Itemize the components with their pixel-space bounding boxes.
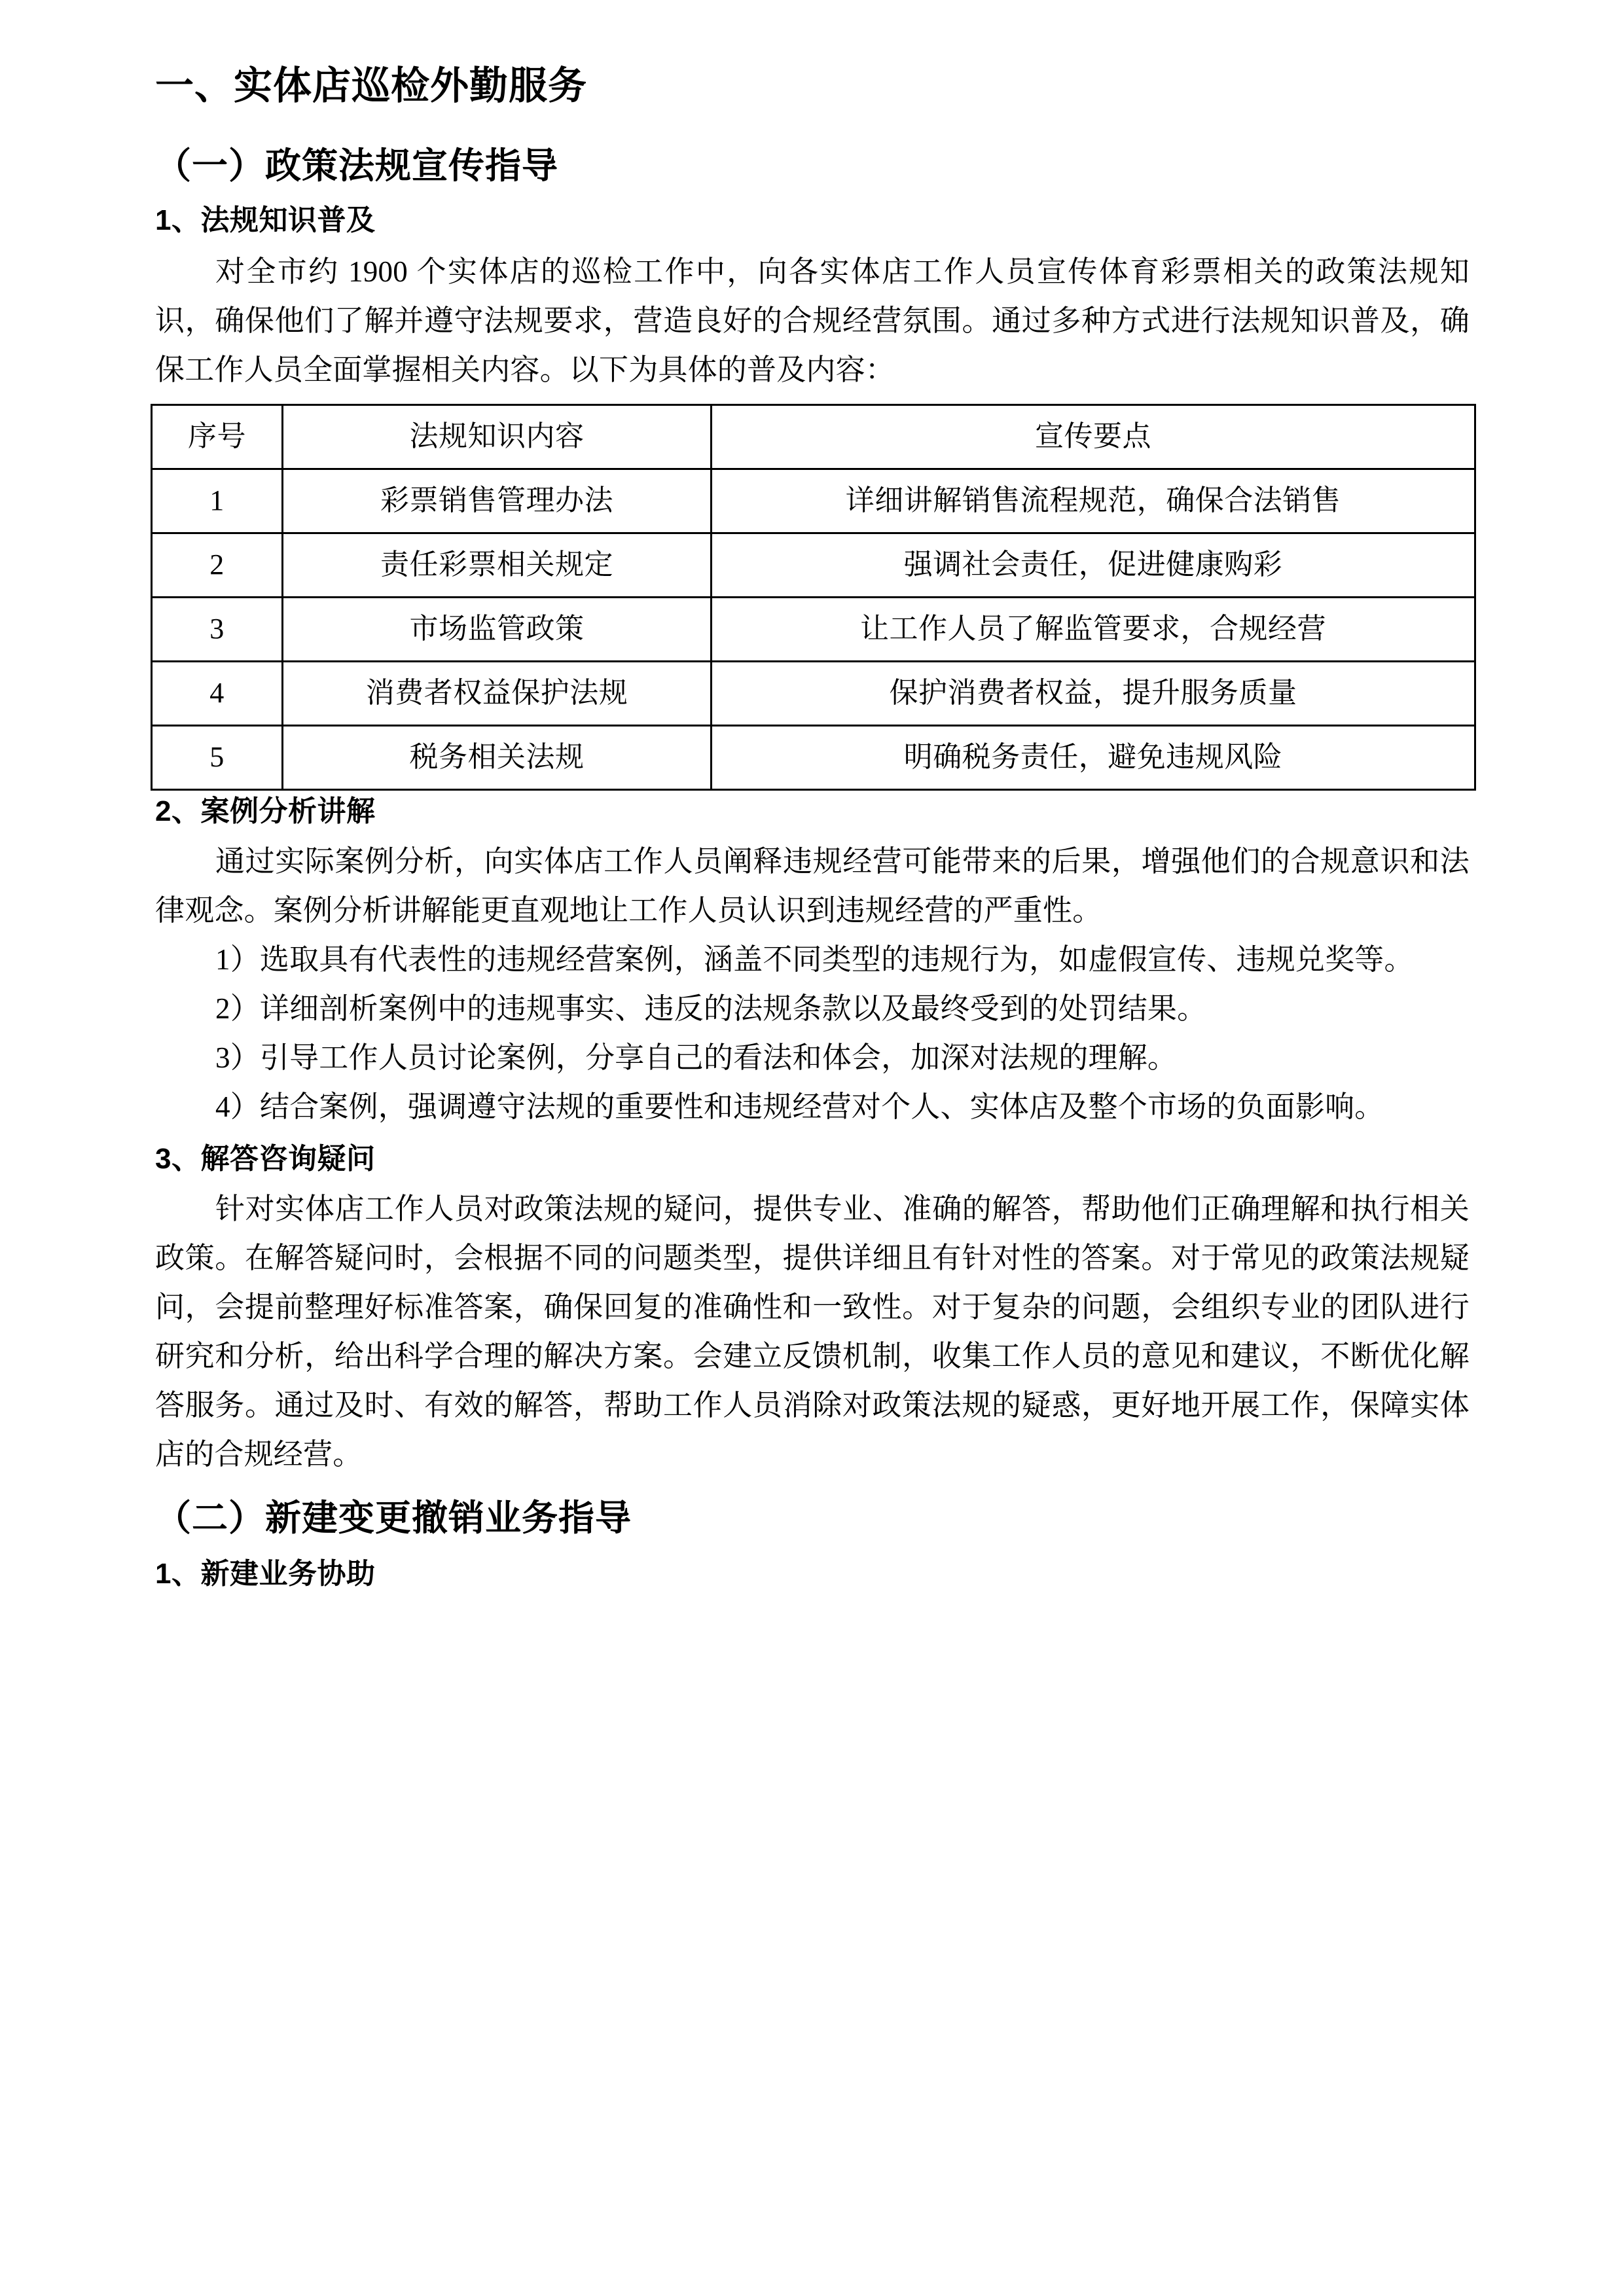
spacer-after-subsection-one bbox=[155, 188, 1470, 202]
cell-content: 责任彩票相关规定 bbox=[283, 533, 712, 598]
item-paragraph-2: 通过实际案例分析，向实体店工作人员阐释违规经营可能带来的后果，增强他们的合规意识和法律观念。案例分析讲解能更直观地让工作人员认识到违规经营的严重性。 bbox=[155, 845, 1470, 927]
table-row bbox=[152, 726, 1475, 790]
cell-points: 让工作人员了解监管要求，合规经营 bbox=[712, 598, 1475, 662]
list-item: 4）结合案例，强调遵守法规的重要性和违规经营对个人、实体店及整个市场的负面影响。 bbox=[215, 1090, 1384, 1124]
cell-points: 明确税务责任，避免违规风险 bbox=[712, 726, 1475, 790]
page-content bbox=[155, 0, 1470, 1592]
cell-index: 3 bbox=[152, 598, 283, 662]
table-row bbox=[152, 469, 1475, 533]
item-heading-1: 1、法规知识普及 bbox=[155, 204, 376, 237]
cell-index: 4 bbox=[152, 662, 283, 726]
cell-points: 详细讲解销售流程规范，确保合法销售 bbox=[712, 469, 1475, 533]
item-heading-2: 2、案例分析讲解 bbox=[155, 795, 376, 828]
item-paragraph-1: 对全市约 1900 个实体店的巡检工作中，向各实体店工作人员宣传体育彩票相关的政策法规知识，确保他们了解并遵守法规要求，营造良好的合规经营氛围。通过多种方式进行法规知识普及，确保工作人员全面掌握相关内容。以下为具体的普及内容： bbox=[155, 255, 1470, 387]
table-header-index: 序号 bbox=[152, 405, 283, 469]
list-item: 3）引导工作人员讨论案例，分享自己的看法和体会，加深对法规的理解。 bbox=[215, 1041, 1178, 1075]
legal-knowledge-table-wrap bbox=[151, 404, 1470, 791]
spacer-before-heading-3 bbox=[155, 1132, 1470, 1141]
table-row bbox=[152, 662, 1475, 726]
cell-content: 彩票销售管理办法 bbox=[283, 469, 712, 533]
table-row bbox=[152, 533, 1475, 598]
table-header-points: 宣传要点 bbox=[712, 405, 1475, 469]
subsection-heading-one: （一）政策法规宣传指导 bbox=[155, 145, 559, 186]
cell-points: 强调社会责任，促进健康购彩 bbox=[712, 533, 1475, 598]
list-item: 2）详细剖析案例中的违规事实、违反的法规条款以及最终受到的处罚结果。 bbox=[215, 992, 1207, 1026]
top-spacer bbox=[155, 0, 1470, 63]
subsection-heading-two: （二）新建变更撤销业务指导 bbox=[155, 1498, 632, 1539]
table-header-row bbox=[152, 405, 1475, 469]
cell-index: 5 bbox=[152, 726, 283, 790]
table-row bbox=[152, 598, 1475, 662]
spacer-after-subsection-two bbox=[155, 1540, 1470, 1556]
spacer-before-para-1 bbox=[155, 238, 1470, 247]
spacer-before-para-2 bbox=[155, 829, 1470, 837]
spacer-before-subsection-two bbox=[155, 1479, 1470, 1496]
table-header-content: 法规知识内容 bbox=[283, 405, 712, 469]
cell-points: 保护消费者权益，提升服务质量 bbox=[712, 662, 1475, 726]
cell-content: 市场监管政策 bbox=[283, 598, 712, 662]
cell-index: 2 bbox=[152, 533, 283, 598]
item-heading-4: 1、新建业务协助 bbox=[155, 1558, 376, 1590]
legal-knowledge-table bbox=[151, 404, 1476, 791]
spacer-before-para-3 bbox=[155, 1177, 1470, 1185]
page-title: 一、实体店巡检外勤服务 bbox=[155, 64, 588, 107]
item-paragraph-3: 针对实体店工作人员对政策法规的疑问，提供专业、准确的解答，帮助他们正确理解和执行相关政策。在解答疑问时，会根据不同的问题类型，提供详细且有针对性的答案。对于常见的政策法规疑问，会提前整理好标准答案，确保回复的准确性和一致性。对于复杂的问题，会组织专业的团队进行研究和分析，给出科学合理的解决方案。会建立反馈机制，收集工作人员的意见和建议，不断优化解答服务。通过及时、有效的解答，帮助工作人员消除对政策法规的疑惑，更好地开展工作，保障实体店的合规经营。 bbox=[155, 1193, 1470, 1471]
item-heading-3: 3、解答咨询疑问 bbox=[155, 1143, 376, 1175]
spacer-after-title bbox=[155, 110, 1470, 144]
list-item: 1）选取具有代表性的违规经营案例，涵盖不同类型的违规行为，如虚假宣传、违规兑奖等。 bbox=[215, 943, 1414, 977]
cell-content: 税务相关法规 bbox=[283, 726, 712, 790]
cell-content: 消费者权益保护法规 bbox=[283, 662, 712, 726]
cell-index: 1 bbox=[152, 469, 283, 533]
